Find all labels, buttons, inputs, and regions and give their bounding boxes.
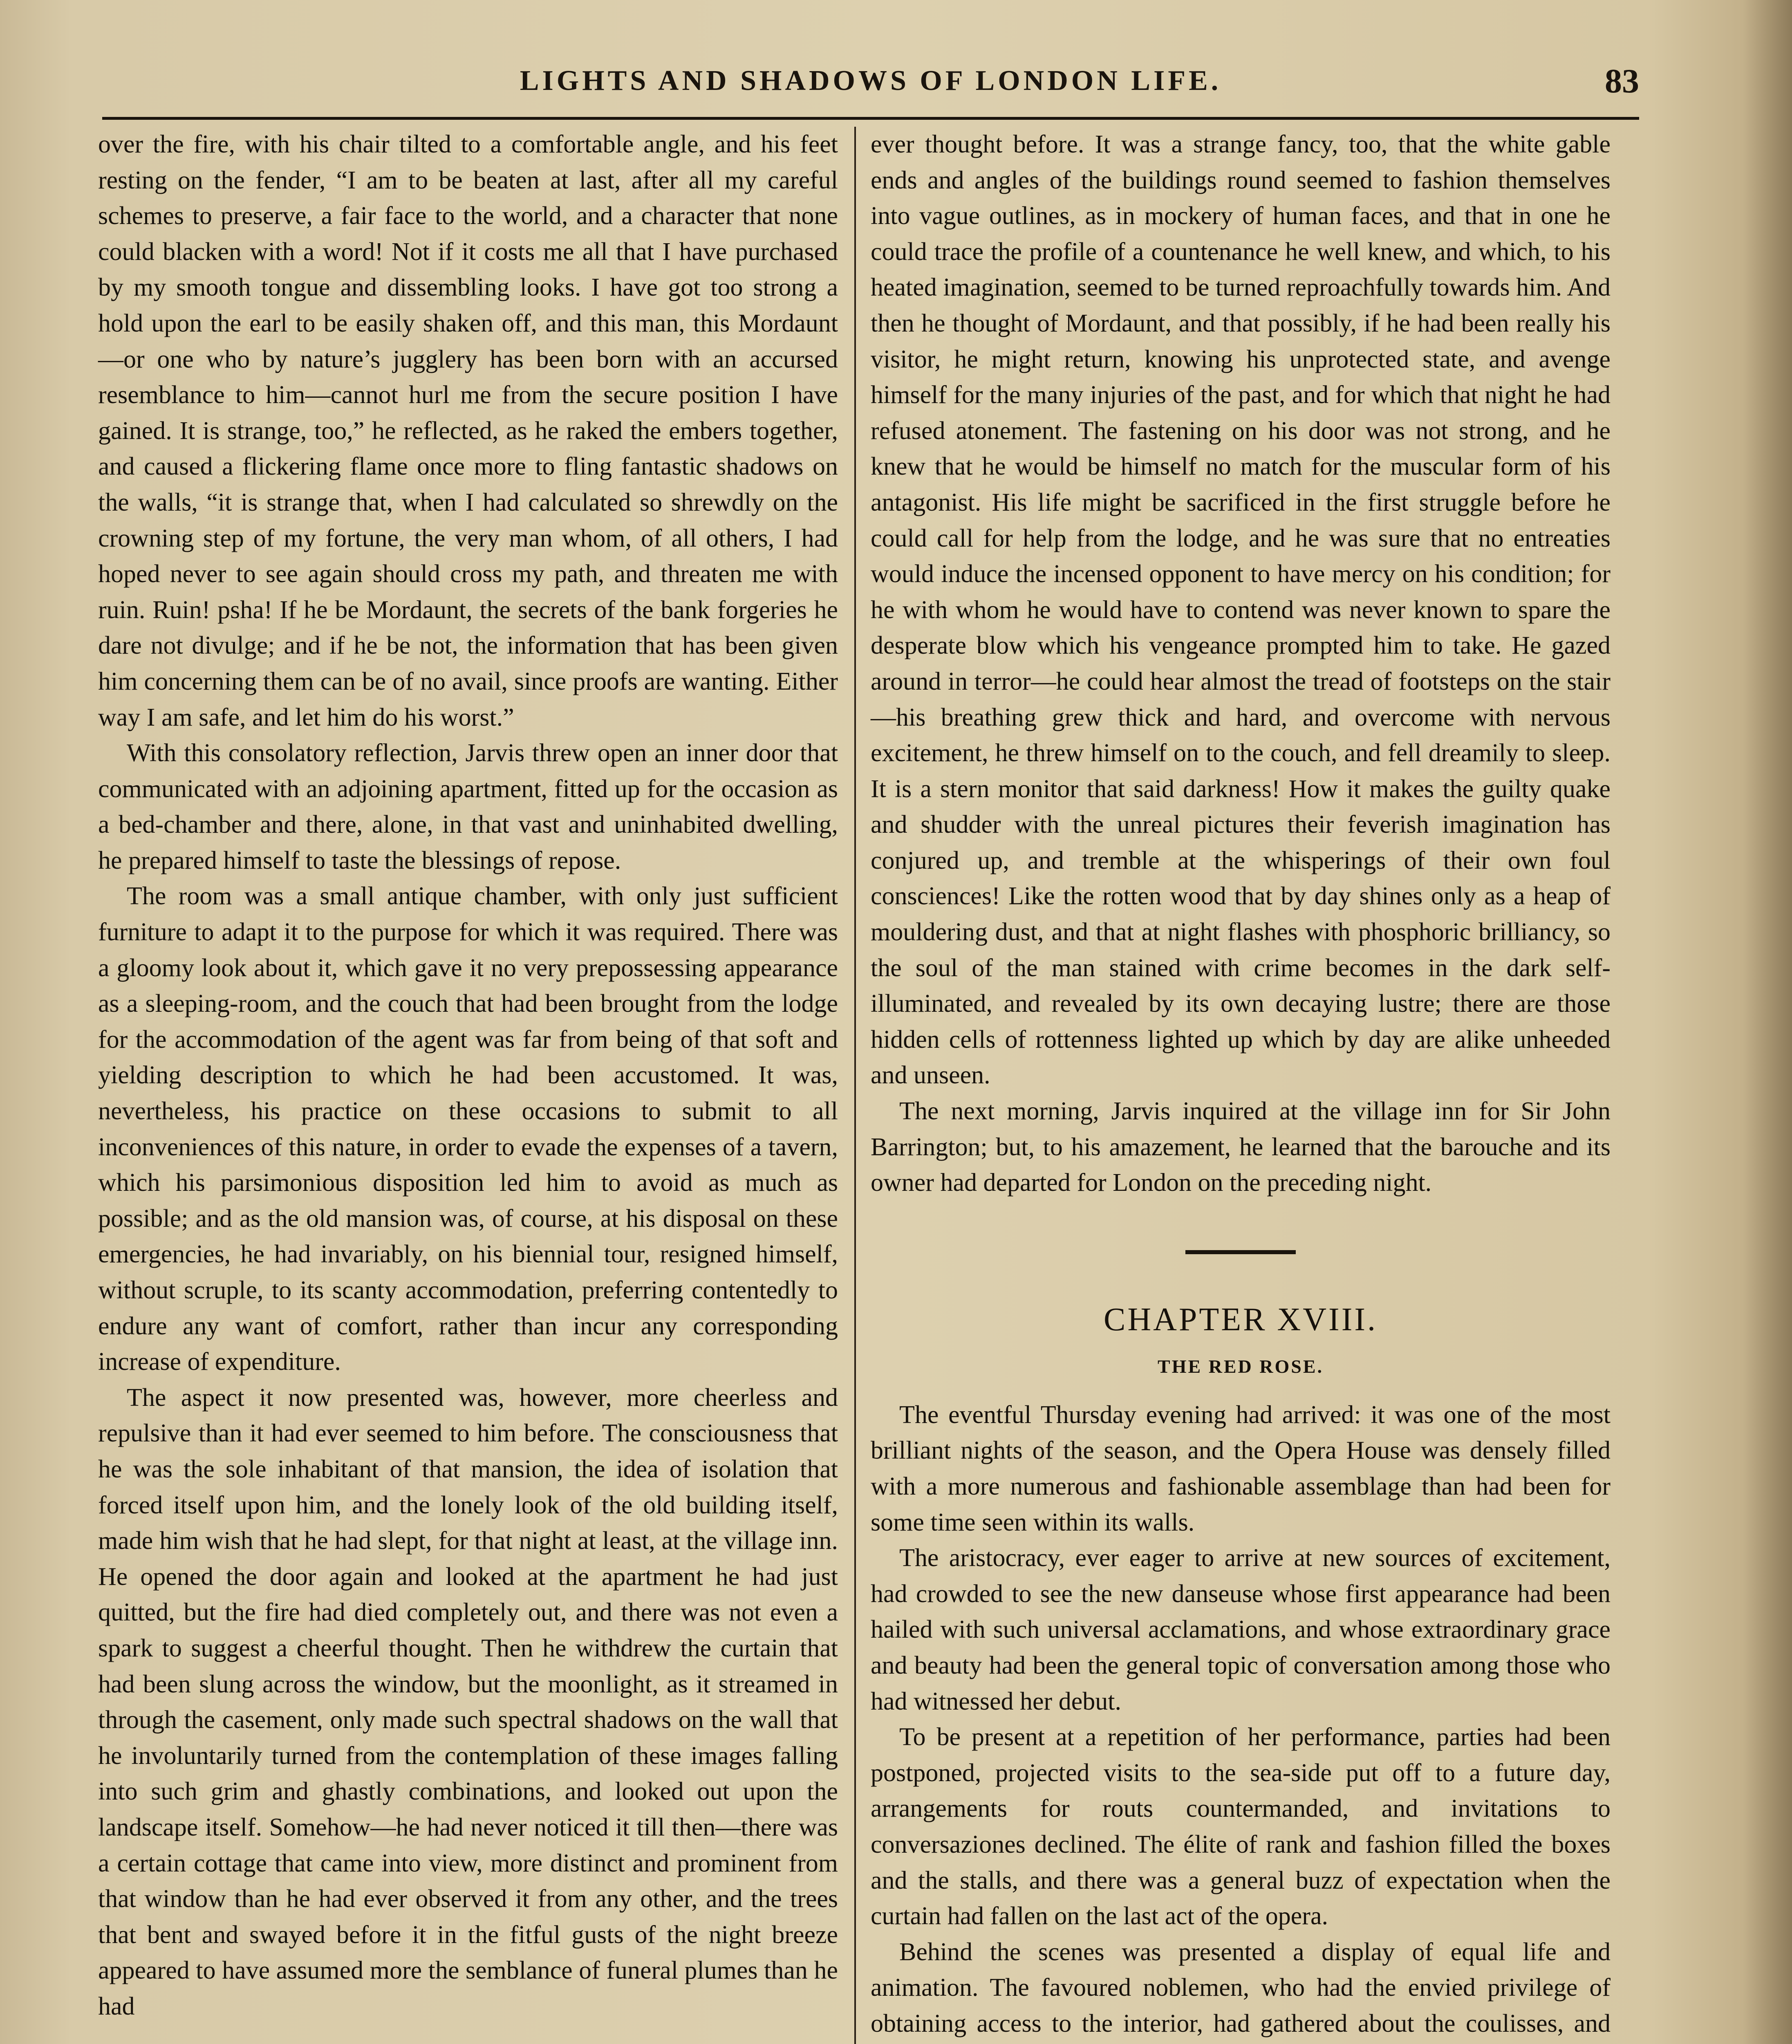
chapter-title: CHAPTER XVIII. [1104, 1301, 1378, 1338]
section-rule [1185, 1250, 1296, 1254]
paragraph: over the fire, with his chair tilted to a comfortable angle, and his feet resting on the fender, “I am to be beaten at last, after all my careful schemes to preserve, a fair face to the world, and a character that none could blacken with a word! Not if it costs me all that I have purchased by my smooth tongue and dissembling looks. I have got too strong a hold upon the earl to be easily shaken off, and this man, this Mordaunt—or one who by nature’s jugglery has been born with an accursed resemblance to him—cannot hurl me from the secure position I have gained. It is strange, too,” he reflected, as he raked the embers together, and caused a flickering flame once more to fling fantastic shadows on the walls, “it is strange that, when I had calculated so shrewdly on the crowning step of my fortune, the very man whom, of all others, I had hoped never to see again should cross my path, and threaten me with ruin. Ruin! psha! If he be Mordaunt, the secrets of the bank forgeries he dare not divulge; and if he be not, the information that has been given him concerning them can be of no avail, since proofs are wanting. Either way I am safe, and let him do his worst.” [98, 130, 838, 731]
column-divider [854, 127, 856, 2044]
paragraph: The eventful Thursday evening had arrived: it was one of the most brilliant nights of the season, and the Opera House was densely filled with a more numerous and fashionable assemblage than had been for some time seen within its walls. [871, 1401, 1611, 1536]
chapter-subtitle: THE RED ROSE. [1157, 1356, 1324, 1377]
page-number: 83 [1605, 62, 1639, 100]
paragraph: Behind the scenes was presented a display of equal life and animation. The favoured noblemen, who had the envied privilege of obtaining access to the interior, had gathered about the coulisses, and [871, 1938, 1611, 2037]
page-header [102, 61, 1639, 114]
paragraph: The next morning, Jarvis inquired at the village inn for Sir John Barrington; but, to his amazement, he learned that the barouche and its owner had departed for London on the preceding night. [871, 1097, 1611, 1197]
paragraph: The room was a small antique chamber, with only just sufficient furniture to adapt it to the purpose for which it was required. There was a gloomy look about it, which gave it no very prepossessing appearance as a sleeping-room, and the couch that had been brought from the lodge for the accommodation of the agent was far from being of that soft and yielding description to which he had been accustomed. It was, nevertheless, his practice on these occasions to submit to all inconveniences of this nature, in order to evade the expenses of a tavern, which his parsimonious disposition led him to avoid as much as possible; and as the old mansion was, of course, at his disposal on these emergencies, he had invariably, on his biennial tour, resigned himself, without scruple, to its scanty accommodation, preferring contentedly to endure any want of comfort, rather than incur any corresponding increase of expenditure. [98, 882, 838, 1376]
paragraph: With this consolatory reflection, Jarvis threw open an inner door that communicated with an adjoining apartment, fitted up for the occasion as a bed-chamber and there, alone, in that vast and uninhabited dwelling, he prepared himself to taste the blessings of repose. [98, 739, 838, 874]
paragraph: The aspect it now presented was, however, more cheerless and repulsive than it had ever seemed to him before. The consciousness that he was the sole inhabitant of that mansion, the idea of isolation that forced itself upon him, and the lonely look of the old building itself, made him wish that he had slept, for that night at least, at the village inn. He opened the door again and looked at the apartment he had just quitted, but the fire had died completely out, and there was not even a spark to suggest a cheerful thought. Then he withdrew the curtain that had been slung across the window, but the moonlight, as it streamed in through the casement, only made such spectral shadows on the wall that he involuntarily turned from the contemplation of these images falling into such grim and ghastly combinations, and looked out upon the landscape itself. Somehow—he had never noticed it till then—there was a certain cottage that came into view, more distinct and prominent from that window than he had ever observed it from any other, and the trees that bent and swayed before it in the fitful gusts of the night breeze appeared to have assumed more the semblance of funeral plumes than he had [98, 1383, 838, 2020]
paragraph: To be present at a repetition of her performance, parties had been postponed, projected visits to the sea-side put off to a future day, arrangements for routs countermanded, and invitations to conversaziones declined. The élite of rank and fashion filled the boxes and the stalls, and there was a general buzz of expectation when the curtain had fallen on the last act of the opera. [871, 1723, 1611, 1930]
right-column [871, 127, 1611, 2044]
running-head: LIGHTS AND SHADOWS OF LONDON LIFE. [520, 65, 1222, 96]
paragraph: The aristocracy, ever eager to arrive at new sources of excitement, had crowded to see the new danseuse whose first appearance had been hailed with such universal acclamations, and whose extraordinary grace and beauty had been the general topic of conversation among those who had witnessed her debut. [871, 1544, 1611, 1715]
header-rule [102, 117, 1639, 120]
left-column [98, 127, 838, 2024]
paragraph: ever thought before. It was a strange fancy, too, that the white gable ends and angles of the buildings round seemed to fashion themselves into vague outlines, as in mockery of human faces, and that in one he could trace the profile of a countenance he well knew, and which, to his heated imagination, seemed to be turned reproachfully towards him. And then he thought of Mordaunt, and that possibly, if he had been really his visitor, he might return, knowing his unprotected state, and avenge himself for the many injuries of the past, and for which that night he had refused atonement. The fastening on his door was not strong, and he knew that he would be himself no match for the muscular form of his antagonist. His life might be sacrificed in the first struggle before he could call for help from the lodge, and he was sure that no entreaties would induce the incensed opponent to have mercy on his condition; for he with whom he would have to contend was never known to spare the desperate blow which his vengeance prompted him to take. He gazed around in terror—he could hear almost the tread of footsteps on the stair—his breathing grew thick and hard, and overcome with nervous excitement, he threw himself on to the couch, and fell dreamily to sleep. It is a stern monitor that said darkness! How it makes the guilty quake and shudder with the unreal pictures their feverish imagination has conjured up, and tremble at the whisperings of their own foul consciences! Like the rotten wood that by day shines only as a heap of mouldering dust, and that at night flashes with phosphoric brilliancy, so the soul of the man stained with crime becomes in the dark self-illuminated, and revealed by its own decaying lustre; there are those hidden cells of rottenness lighted up which by day are alike unheeded and unseen. [871, 130, 1611, 1089]
